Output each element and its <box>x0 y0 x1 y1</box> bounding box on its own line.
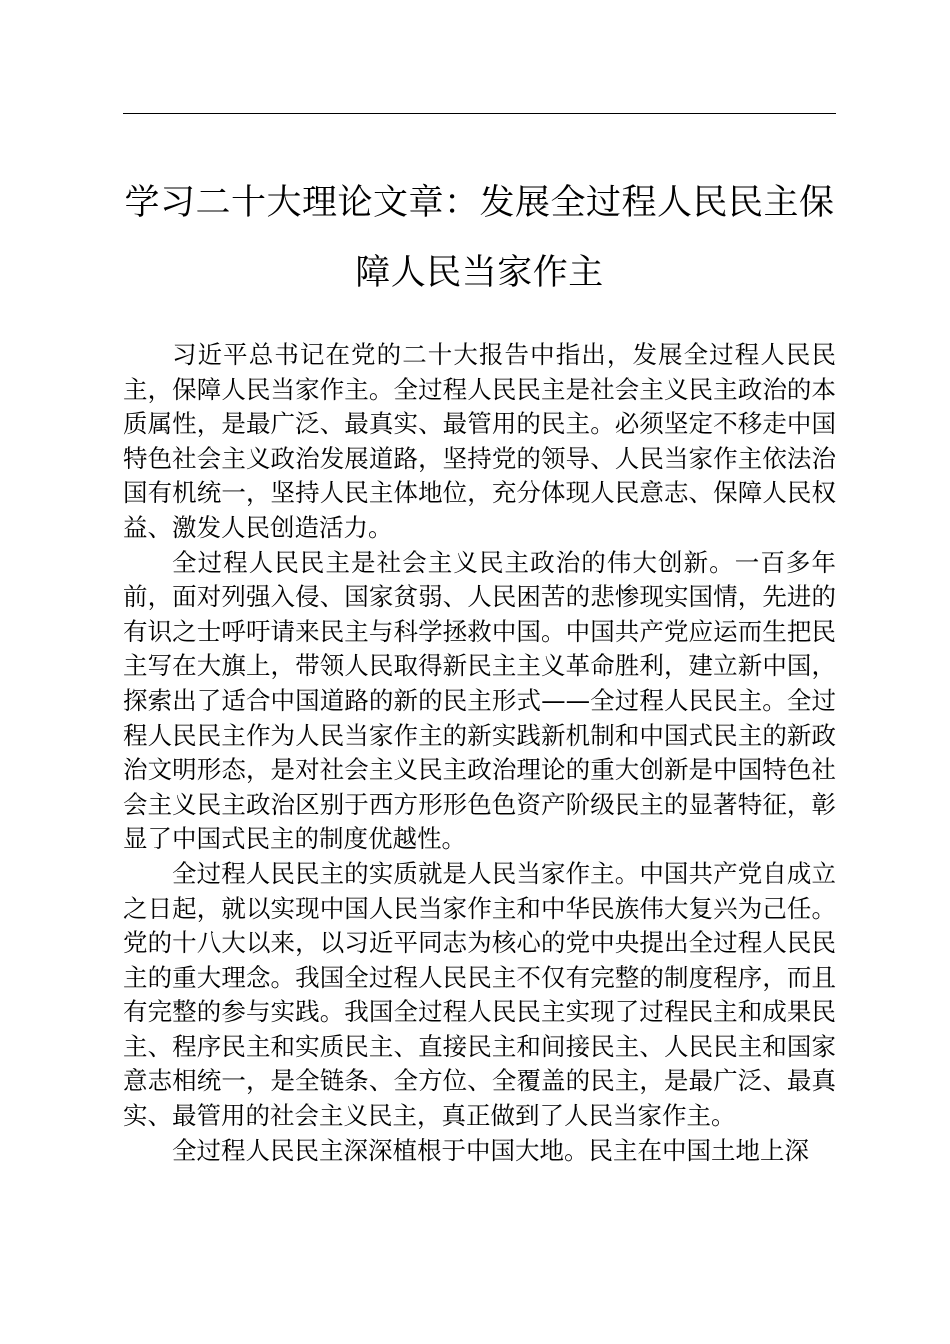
document-title: 学习二十大理论文章：发展全过程人民民主保障人民当家作主 <box>124 183 835 293</box>
document-body <box>123 338 836 1168</box>
paragraph-4: 全过程人民民主深深植根于中国大地。民主在中国土地上深 <box>172 1135 809 1165</box>
header-rule <box>123 113 836 114</box>
paragraph-2: 全过程人民民主是社会主义民主政治的伟大创新。一百多年前，面对列强入侵、国家贫弱、人民困苦的悲惨现实国情，先进的有识之士呼吁请来民主与科学拯救中国。中国共产党应运而生把民主写在大旗上，带领人民取得新民主主义革命胜利，建立新中国，探索出了适合中国道路的新的民主形式——全过程人民民主。全过程人民民主作为人民当家作主的新实践新机制和中国式民主的新政治文明形态，是对社会主义民主政治理论的重大创新是中国特色社会主义民主政治区别于西方形形色色资产阶级民主的显著特征，彰显了中国式民主的制度优越性。 <box>123 547 836 854</box>
paragraph-3: 全过程人民民主的实质就是人民当家作主。中国共产党自成立之日起，就以实现中国人民当家作主和中华民族伟大复兴为己任。党的十八大以来，以习近平同志为核心的党中央提出全过程人民民主的重大理念。我国全过程人民民主不仅有完整的制度程序，而且有完整的参与实践。我国全过程人民民主实现了过程民主和成果民主、程序民主和实质民主、直接民主和间接民主、人民民主和国家意志相统一，是全链条、全方位、全覆盖的民主，是最广泛、最真实、最管用的社会主义民主，真正做到了人民当家作主。 <box>123 858 836 1131</box>
paragraph-1: 习近平总书记在党的二十大报告中指出，发展全过程人民民主，保障人民当家作主。全过程人民民主是社会主义民主政治的本质属性，是最广泛、最真实、最管用的民主。必须坚定不移走中国特色社会主义政治发展道路，坚持党的领导、人民当家作主依法治国有机统一，坚持人民主体地位，充分体现人民意志、保障人民权益、激发人民创造活力。 <box>123 340 836 542</box>
